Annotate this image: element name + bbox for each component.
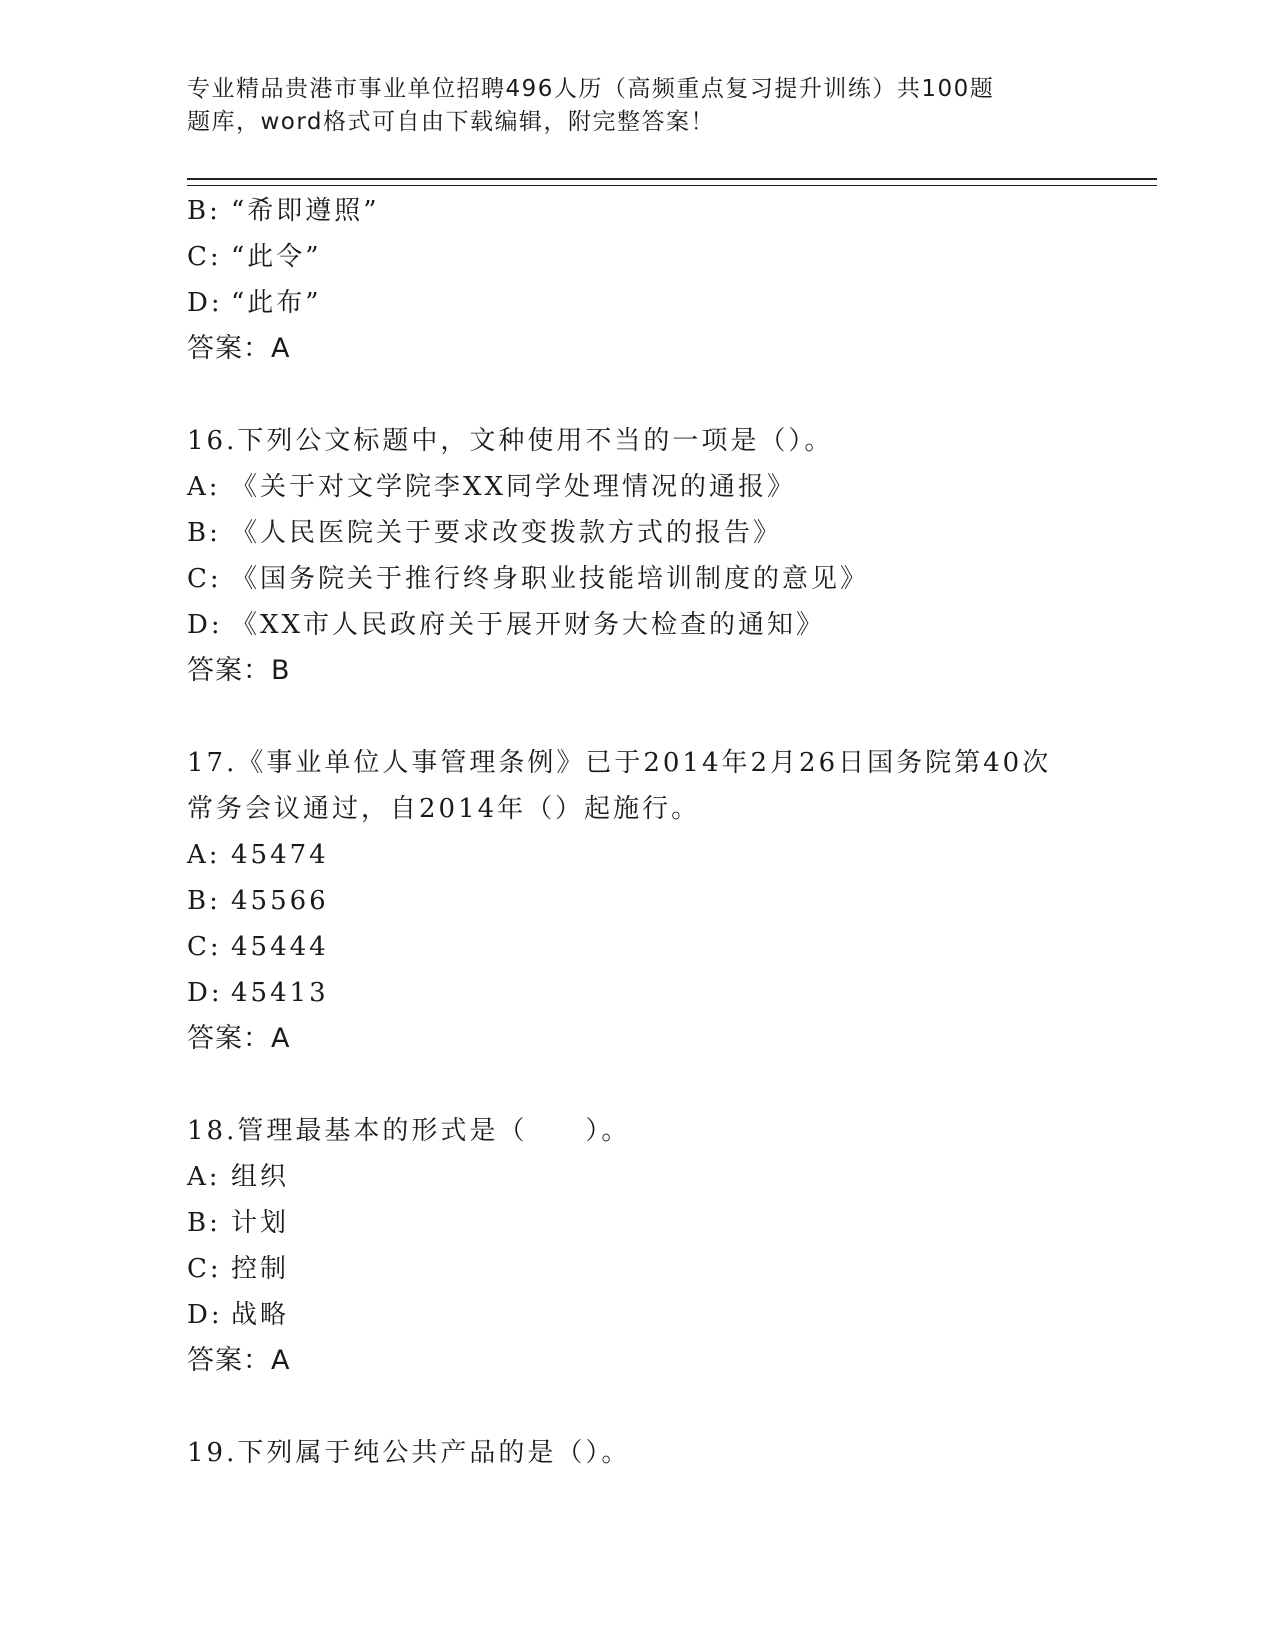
option-b <box>187 510 1147 556</box>
answer-line: 答案：A <box>187 1023 291 1054</box>
option-text: “此令” <box>231 242 322 272</box>
option-key: C: <box>187 932 222 962</box>
question-text: 19.下列属于纯公共产品的是（）。 <box>187 1438 631 1468</box>
option-c <box>187 1246 1147 1292</box>
option-text: 《人民医院关于要求改变拨款方式的报告》 <box>231 518 783 548</box>
option-text: 45413 <box>231 978 329 1008</box>
answer-line: 答案：A <box>187 1345 291 1376</box>
option-d <box>187 602 1147 648</box>
option-b <box>187 1200 1147 1246</box>
answer-line: 答案：B <box>187 655 291 686</box>
option-a <box>187 832 1147 878</box>
spacer <box>187 1062 1147 1108</box>
document-header <box>187 73 1087 139</box>
option-b <box>187 878 1147 924</box>
option-c <box>187 556 1147 602</box>
option-text: 计划 <box>231 1208 290 1238</box>
question-text: 16.下列公文标题中，文种使用不当的一项是（）。 <box>187 426 834 456</box>
option-text: 45474 <box>231 840 329 870</box>
option-key: B: <box>187 518 221 548</box>
option-key: D: <box>187 1300 223 1330</box>
option-text: 《XX市人民政府关于展开财务大检查的通知》 <box>231 610 826 640</box>
option-key: C: <box>187 564 222 594</box>
option-a <box>187 1154 1147 1200</box>
option-key: D: <box>187 978 223 1008</box>
option-key: C: <box>187 1254 222 1284</box>
header-line-2: 题库，word格式可自由下载编辑，附完整答案！ <box>187 109 716 135</box>
spacer <box>187 372 1147 418</box>
option-text: 控制 <box>231 1254 290 1284</box>
option-c <box>187 924 1147 970</box>
header-divider <box>187 178 1157 186</box>
answer-line: 答案：A <box>187 333 291 364</box>
option-key: A: <box>187 472 221 502</box>
question-text-line-2: 常务会议通过，自2014年（）起施行。 <box>187 794 701 824</box>
option-key: D: <box>187 610 223 640</box>
spacer <box>187 694 1147 740</box>
option-key: B: <box>187 886 221 916</box>
question-15-tail <box>187 188 1147 372</box>
option-text: 45566 <box>231 886 329 916</box>
option-text: 组织 <box>231 1162 290 1192</box>
option-key: B: <box>187 196 221 226</box>
option-b <box>187 188 1147 234</box>
question-19 <box>187 1430 1147 1476</box>
option-a <box>187 464 1147 510</box>
option-text: 《国务院关于推行终身职业技能培训制度的意见》 <box>231 564 870 594</box>
option-key: A: <box>187 840 221 870</box>
option-key: C: <box>187 242 222 272</box>
question-text-line-1: 17.《事业单位人事管理条例》已于2014年2月26日国务院第40次 <box>187 748 1052 778</box>
question-17 <box>187 740 1147 1062</box>
option-key: B: <box>187 1208 221 1238</box>
option-text: 45444 <box>231 932 329 962</box>
option-d <box>187 970 1147 1016</box>
option-text: 《关于对文学院李XX同学处理情况的通报》 <box>231 472 797 502</box>
spacer <box>187 1384 1147 1430</box>
question-18 <box>187 1108 1147 1384</box>
option-d <box>187 280 1147 326</box>
option-c <box>187 234 1147 280</box>
question-text: 18.管理最基本的形式是（ ）。 <box>187 1116 631 1146</box>
option-text: “希即遵照” <box>231 196 380 226</box>
option-text: “此布” <box>231 288 322 318</box>
option-key: A: <box>187 1162 221 1192</box>
option-d <box>187 1292 1147 1338</box>
question-16 <box>187 418 1147 694</box>
option-text: 战略 <box>231 1300 290 1330</box>
question-content <box>187 188 1147 1476</box>
header-line-1: 专业精品贵港市事业单位招聘496人历（高频重点复习提升训练）共100题 <box>187 76 995 102</box>
option-key: D: <box>187 288 223 318</box>
